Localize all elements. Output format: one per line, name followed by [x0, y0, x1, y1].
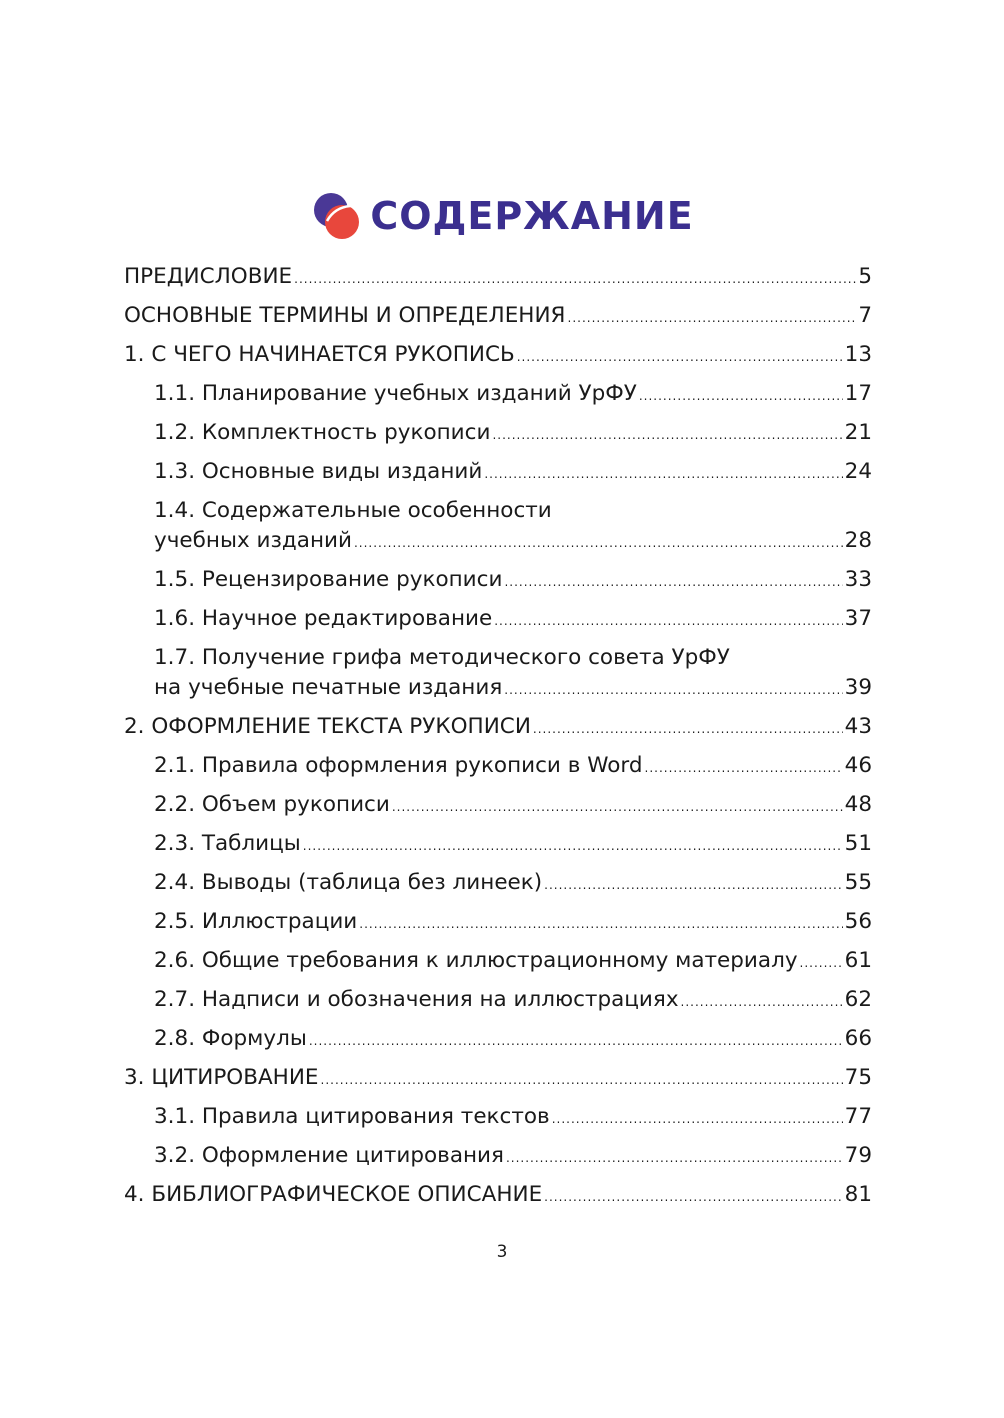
toc-entry-page: 28 [844, 528, 872, 553]
toc-entry-title: 2.1. Правила оформления рукописи в Word [154, 753, 643, 778]
toc-leader-dots [309, 1026, 843, 1056]
toc-entry-page: 7 [858, 303, 872, 328]
toc-entry[interactable] [124, 868, 872, 900]
toc-entry-title-line2: на учебные печатные издания [154, 675, 503, 700]
toc-leader-dots [544, 870, 842, 900]
toc-leader-dots [321, 1065, 843, 1095]
toc-entry[interactable] [124, 496, 872, 558]
page-title: СОДЕРЖАНИЕ [370, 194, 694, 238]
toc-leader-dots [294, 264, 856, 294]
toc-entry-page: 5 [858, 264, 872, 289]
toc-leader-dots [533, 714, 843, 744]
toc-entry[interactable] [124, 1141, 872, 1173]
toc-leader-dots [552, 1104, 843, 1134]
toc-leader-dots [506, 1143, 843, 1173]
toc-entry-page: 17 [844, 381, 872, 406]
toc-entry[interactable] [124, 262, 872, 294]
toc-leader-dots [681, 987, 843, 1017]
toc-entry-title: 1.1. Планирование учебных изданий УрФУ [154, 381, 637, 406]
toc-leader-dots [392, 792, 843, 822]
toc-entry[interactable] [124, 946, 872, 978]
toc-leader-dots [544, 1182, 842, 1212]
toc-entry-page: 55 [844, 870, 872, 895]
toc-leader-dots [800, 948, 843, 978]
toc-entry-page: 77 [844, 1104, 872, 1129]
toc-entry-line2 [154, 526, 872, 558]
toc-entry-title: 3. ЦИТИРОВАНИЕ [124, 1065, 319, 1090]
toc-entry[interactable] [124, 418, 872, 450]
toc-entry[interactable] [124, 565, 872, 597]
toc-entry[interactable] [124, 1024, 872, 1056]
toc-leader-dots [484, 459, 842, 489]
toc-entry[interactable] [124, 751, 872, 783]
toc-entry-title: 2.5. Иллюстрации [154, 909, 358, 934]
toc-entry[interactable] [124, 1063, 872, 1095]
table-of-contents [124, 262, 872, 1219]
toc-leader-dots [504, 567, 842, 597]
toc-entry-page: 21 [844, 420, 872, 445]
page-header [0, 188, 1004, 244]
toc-entry-title: 4. БИБЛИОГРАФИЧЕСКОЕ ОПИСАНИЕ [124, 1182, 543, 1207]
toc-entry-title: 1.5. Рецензирование рукописи [154, 567, 503, 592]
toc-entry[interactable] [124, 1180, 872, 1212]
toc-entry-title-line1: 1.7. Получение грифа методического совета УрФУ [154, 645, 730, 670]
toc-leader-dots [504, 675, 842, 705]
toc-leader-dots [492, 420, 842, 450]
toc-entry-title: 3.2. Оформление цитирования [154, 1143, 504, 1168]
toc-leader-dots [359, 909, 842, 939]
toc-entry-title: 2.8. Формулы [154, 1026, 307, 1051]
toc-entry[interactable] [124, 379, 872, 411]
toc-entry-page: 13 [844, 342, 872, 367]
toc-entry-title: 2.4. Выводы (таблица без линеек) [154, 870, 543, 895]
toc-leader-dots [568, 303, 857, 333]
toc-entry-page: 48 [844, 792, 872, 817]
toc-entry-title: 1. С ЧЕГО НАЧИНАЕТСЯ РУКОПИСЬ [124, 342, 515, 367]
toc-entry-title: 2.6. Общие требования к иллюстрационному материалу [154, 948, 798, 973]
toc-entry-title: 2. ОФОРМЛЕНИЕ ТЕКСТА РУКОПИСИ [124, 714, 531, 739]
toc-entry-title: 2.3. Таблицы [154, 831, 301, 856]
toc-entry-title: 1.6. Научное редактирование [154, 606, 493, 631]
toc-entry-title: 1.3. Основные виды изданий [154, 459, 483, 484]
toc-leader-dots [517, 342, 843, 372]
toc-entry-title-line2: учебных изданий [154, 528, 352, 553]
toc-entry[interactable] [124, 643, 872, 705]
toc-entry-title: 1.2. Комплектность рукописи [154, 420, 491, 445]
toc-entry-page: 66 [844, 1026, 872, 1051]
toc-leader-dots [639, 381, 843, 411]
toc-entry-page: 61 [844, 948, 872, 973]
toc-entry-page: 24 [844, 459, 872, 484]
toc-entry-page: 46 [844, 753, 872, 778]
toc-entry-line2 [154, 673, 872, 705]
toc-entry-title: 2.7. Надписи и обозначения на иллюстрациях [154, 987, 679, 1012]
toc-entry-title: 2.2. Объем рукописи [154, 792, 390, 817]
toc-entry-page: 81 [844, 1182, 872, 1207]
toc-entry-page: 79 [844, 1143, 872, 1168]
toc-entry-title: ОСНОВНЫЕ ТЕРМИНЫ И ОПРЕДЕЛЕНИЯ [124, 303, 566, 328]
toc-entry-page: 43 [844, 714, 872, 739]
toc-entry-page: 37 [844, 606, 872, 631]
toc-entry-page: 62 [844, 987, 872, 1012]
toc-entry[interactable] [124, 301, 872, 333]
toc-entry[interactable] [124, 985, 872, 1017]
toc-entry[interactable] [124, 604, 872, 636]
toc-entry-page: 33 [844, 567, 872, 592]
toc-leader-dots [354, 528, 843, 558]
toc-entry-title-line1: 1.4. Содержательные особенности [154, 498, 552, 523]
toc-entry[interactable] [124, 340, 872, 372]
toc-entry-page: 56 [844, 909, 872, 934]
toc-entry[interactable] [124, 790, 872, 822]
urfu-circles-icon [310, 190, 362, 242]
toc-entry[interactable] [124, 457, 872, 489]
page-number: 3 [496, 1242, 508, 1262]
toc-entry-title: 3.1. Правила цитирования текстов [154, 1104, 550, 1129]
toc-leader-dots [494, 606, 842, 636]
toc-entry-page: 75 [844, 1065, 872, 1090]
toc-entry[interactable] [124, 829, 872, 861]
toc-entry[interactable] [124, 907, 872, 939]
toc-entry[interactable] [124, 1102, 872, 1134]
toc-entry-page: 39 [844, 675, 872, 700]
toc-entry-page: 51 [844, 831, 872, 856]
toc-entry-title: ПРЕДИСЛОВИЕ [124, 264, 293, 289]
toc-entry[interactable] [124, 712, 872, 744]
toc-leader-dots [303, 831, 843, 861]
toc-leader-dots [645, 753, 843, 783]
